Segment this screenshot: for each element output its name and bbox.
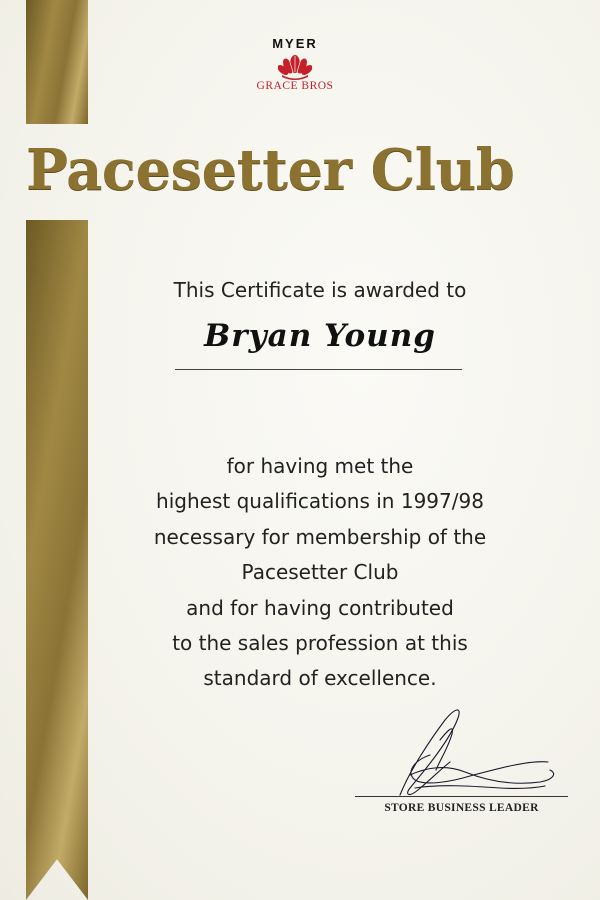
signature-line: [355, 796, 568, 797]
handwritten-signature: [370, 700, 570, 810]
brand-logo: [240, 36, 350, 93]
brand-grace-bros-text: GRACE BROS: [256, 80, 334, 92]
certificate-title: Pacesetter Club: [26, 137, 515, 203]
body-line: Pacesetter Club: [241, 560, 399, 585]
brand-myer-text: MYER: [272, 36, 318, 51]
gold-ribbon-bottom: [26, 220, 88, 900]
waratah-flower-icon: [278, 52, 312, 80]
signature-label: STORE BUSINESS LEADER: [384, 802, 539, 814]
body-line: for having met the: [226, 454, 414, 478]
body-line: to the sales profession at this: [172, 631, 468, 656]
body-line: highest qualifications in 1997/98: [156, 489, 484, 514]
awarded-to-text: This Certificate is awarded to: [173, 278, 467, 302]
recipient-name: Bryan Young: [204, 318, 436, 354]
body-line: and for having contributed: [186, 595, 454, 620]
name-underline: [175, 369, 462, 370]
certificate-body: [90, 449, 550, 697]
gold-ribbon-top: [26, 0, 88, 124]
body-line: standard of excellence.: [203, 666, 437, 691]
body-line: necessary for membership of the: [153, 524, 487, 549]
